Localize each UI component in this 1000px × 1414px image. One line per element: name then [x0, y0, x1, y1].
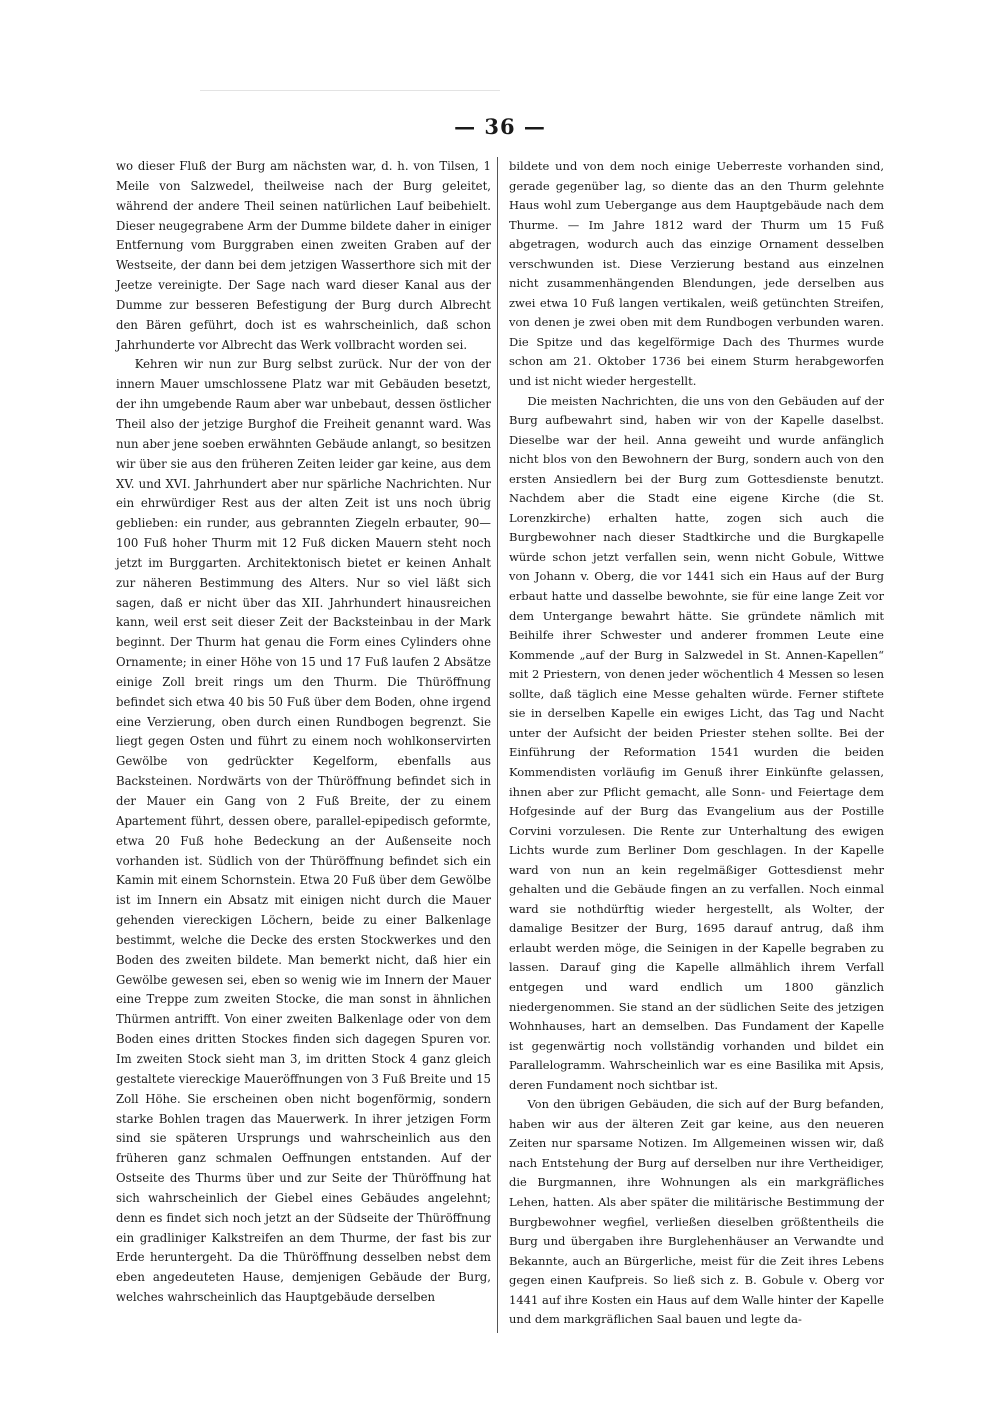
paragraph: Kehren wir nun zur Burg selbst zurück. Nur der von der innern Mauer umschlossene Platz war mit Gebäuden besetzt, der ihn umgebende Raum aber war unbebaut, dessen östlicher Theil also der jetzige Burghof die Freiheit genannt ward. Was nun aber jene soeben erwähnten Gebäude anlangt, so besitzen wir über sie aus den früheren Zeiten leider gar keine, aus dem XV. und XVI. Jahrhundert aber nur spärliche Nachrichten. Nur ein ehrwürdiger Rest aus der alten Zeit ist uns noch übrig geblieben: ein runder, aus gebrannten Ziegeln erbauter, 90—100 Fuß hoher Thurm mit 12 Fuß dicken Mauern steht noch jetzt im Burggarten. Architektonisch bietet er keinen Anhalt zur näheren Bestimmung des Alters. Nur so viel läßt sich sagen, daß er nicht über das XII. Jahrhundert hinausreichen kann, weil erst seit dieser Zeit der Backsteinbau in der Mark beginnt. Der Thurm hat genau die Form eines Cylinders ohne Ornamente; in einer Höhe von 15 und 17 Fuß laufen 2 Absätze einige Zoll breit rings um den Thurm. Die Thüröffnung befindet sich etwa 40 bis 50 Fuß über dem Boden, ohne irgend eine Verzierung, oben durch einen Rundbogen begrenzt. Sie liegt gegen Osten und führt zu einem noch wohlkonservirten Gewölbe von gedrückter Kegelform, ebenfalls aus Backsteinen. Nordwärts von der Thüröffnung befindet sich in der Mauer ein Gang von 2 Fuß Breite, der zu einem Apartement führt, dessen obere, parallel-epipedisch geformte, etwa 20 Fuß hohe Bedeckung an der Außenseite noch vorhanden ist. Südlich von der Thüröffnung befindet sich ein Kamin mit einem Schornstein. Etwa 20 Fuß über dem Gewölbe ist im Innern ein Absatz mit einigen nicht durch die Mauer gehenden viereckigen Löchern, beide zu einer Balkenlage bestimmt, welche die Decke des ersten Stockwerkes und den Boden des zweiten bildete. Man bemerkt nicht, daß hier ein Gewölbe gewesen sei, eben so wenig wie im Innern der Mauer eine Treppe zum zweiten Stocke, die man sonst in ähnlichen Thürmen antrifft. Von einer zweiten Balkenlage oder von dem Boden eines dritten Stockes finden sich dagegen Spuren vor. Im zweiten Stock sieht man 3, im dritten Stock 4 ganz gleich gestaltete viereckige Maueröffnungen von 3 Fuß Breite und 15 Zoll Höhe. Sie erscheinen oben nicht bogenförmig, sondern starke Bohlen tragen das Mauerwerk. In ihrer jetzigen Form sind sie späteren Ursprungs und wahrscheinlich aus den früheren ganz schmalen Oeffnungen entstanden. Auf der Ostseite des Thurms über und zur Seite der Thüröffnung hat sich wahrscheinlich der Giebel eines Gebäudes angelehnt; denn es findet sich noch jetzt an der Südseite der Thüröffnung ein gradliniger Kalkstreifen an dem Thurme, der fast bis zur Erde heruntergeht. Da die Thüröffnung desselben nebst dem eben angedeuteten Hause, demjenigen Gebäude der Burg, welches wahrscheinlich das Hauptgebäude derselben	[116, 357, 491, 1305]
scan-artifact-line	[200, 90, 500, 91]
right-column	[509, 157, 884, 1330]
paragraph: Von den übrigen Gebäuden, die sich auf der Burg befanden, haben wir aus der älteren Zeit gar keine, aus den neueren Zeiten nur sparsame Notizen. Im Allgemeinen wissen wir, daß nach Entstehung der Burg auf derselben nur ihre Vertheidiger, die Burgmannen, ihre Wohnungen als ein markgräfliches Lehen, hatten. Als aber später die militärische Bestimmung der Burgbewohner wegfiel, verließen dieselben größtentheils die Burg und übergaben ihre Burglehenhäuser an Verwandte und Bekannte, auch an Bürgerliche, meist für die Zeit ihres Lebens gegen einen Kaufpreis. So ließ sich z. B. Gobule v. Oberg vor 1441 auf ihre Kosten ein Haus auf dem Walle hinter der Kapelle und dem markgräflichen Saal bauen und legte da-	[509, 1097, 884, 1327]
paragraph: Die meisten Nachrichten, die uns von den Gebäuden auf der Burg aufbewahrt sind, haben wir von der Kapelle daselbst. Dieselbe war der heil. Anna geweiht und wurde anfänglich nicht blos von den Bewohnern der Burg, sondern auch von den ersten Ansiedlern bei der Burg zum Gottesdienste benutzt. Nachdem aber die Stadt eine eigene Kirche (die St. Lorenzkirche) erhalten hatte, zogen sich auch die Burgbewohner nach dieser Stadtkirche und die Burgkapelle würde schon jetzt verfallen sein, wenn nicht Gobule, Wittwe von Johann v. Oberg, die vor 1441 sich ein Haus auf der Burg erbaut hatte und dasselbe bewohnte, sie für eine lange Zeit vor dem Untergange bewahrt hätte. Sie gründete nämlich mit Beihilfe ihrer Schwester und anderer frommen Leute eine Kommende „auf der Burg in Salzwedel in St. Annen-Kapellen“ mit 2 Priestern, von denen jeder wöchentlich 4 Messen so lesen sollte, daß täglich eine Messe gehalten würde. Ferner stiftete sie in derselben Kapelle ein ewiges Licht, das Tag und Nacht unter der Aufsicht der beiden Priester stehen sollte. Bei der Einführung der Reformation 1541 wurden die beiden Kommendisten vorläufig im Genuß ihrer Einkünfte gelassen, ihnen aber zur Pflicht gemacht, alle Sonn- und Feiertage dem Hofgesinde auf der Burg das Evangelium aus der Postille Corvini vorzulesen. Die Rente zur Unterhaltung des ewigen Lichts wurde zum Berliner Dom geschlagen. In der Kapelle ward von nun an kein regelmäßiger Gottesdienst mehr gehalten und die Gebäude fingen an zu verfallen. Noch einmal ward sie nothdürftig wieder hergestellt, als Wolter, der damalige Besitzer der Burg, 1695 darauf antrug, daß ihm erlaubt werden möge, die Seinigen in der Kapelle begraben zu lassen. Darauf ging die Kapelle allmählich ihrem Verfall entgegen und ward endlich um 1800 gänzlich niedergenommen. Sie stand an der südlichen Seite des jetzigen Wohnhauses, hart an demselben. Das Fundament der Kapelle ist gegenwärtig noch vollständig vorhanden und bildet ein Parallelogramm. Wahrscheinlich war es eine Basilika mit Apsis, deren Fundament noch sichtbar ist.	[509, 393, 884, 1092]
paragraph: bildete und von dem noch einige Ueberreste vorhanden sind, gerade gegenüber lag, so diente das an den Thurm gelehnte Haus wohl zum Uebergange aus dem Hauptgebäude nach dem Thurme. — Im Jahre 1812 ward der Thurm um 15 Fuß abgetragen, wodurch auch das einzige Ornament desselben verschwunden ist. Diese Verzierung bestand aus einzelnen nicht zusammenhängenden Blendungen, jede derselben aus zwei etwa 10 Fuß langen vertikalen, weiß getünchten Streifen, von denen je zwei oben mit dem Rundbogen verbunden waren. Die Spitze und das kegelförmige Dach des Thurmes wurde schon am 21. Oktober 1736 bei einem Sturm herabgeworfen und ist nicht wieder hergestellt.	[509, 159, 884, 389]
page-number: — 36 —	[454, 114, 546, 139]
column-divider	[497, 157, 498, 1333]
left-column	[116, 157, 491, 1308]
paragraph: wo dieser Fluß der Burg am nächsten war, d. h. von Tilsen, 1 Meile von Salzwedel, theilweise nach der Burg geleitet, während der andere Theil seinen natürlichen Lauf beibehielt. Dieser neugegrabene Arm der Dumme bildete daher in einiger Entfernung vom Burggraben einen zweiten Graben auf der Westseite, der dann bei dem jetzigen Wasserthore sich mit der Jeetze vereinigte. Der Sage nach ward dieser Kanal aus der Dumme zur besseren Befestigung der Burg durch Albrecht den Bären geführt, doch ist es wahrscheinlich, daß schon Jahrhunderte vor Albrecht das Werk vollbracht worden sei.	[116, 159, 491, 352]
